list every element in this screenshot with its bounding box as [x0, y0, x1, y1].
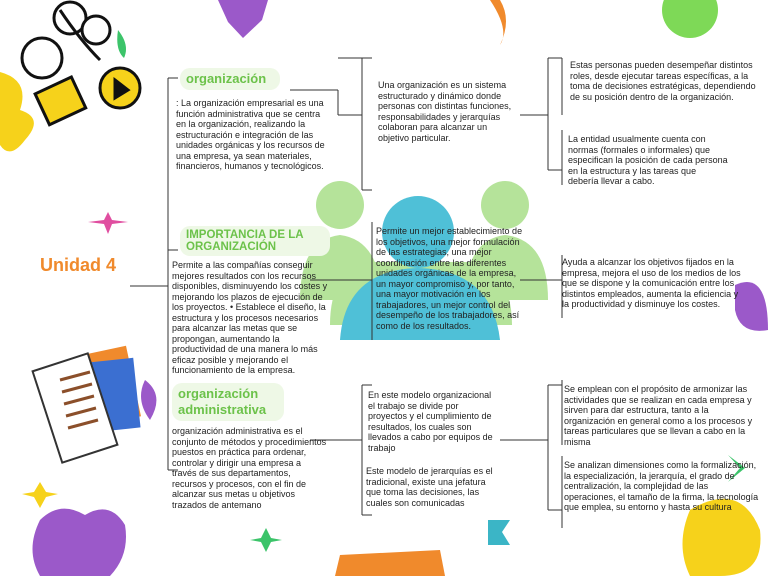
- branch-title-organizacion: organización: [186, 71, 267, 86]
- orange-boomerang: [490, 0, 506, 45]
- teal-flag-bottom: [488, 520, 510, 545]
- branch-description-3: organización administrativa es el conjunto de métodos y procedimientos puestos en práctica para ordenar, controlar y dirigir una empresa a través de sus departamentos, recursos y procesos, con el fin de alcanzar sus metas u objetivos trazados de antemano: [172, 426, 327, 510]
- green-leaf-shape: [117, 30, 126, 58]
- branch-right-note-1b: La entidad usualmente cuenta con normas (formales o informales) que especifican la posición de cada persona en la estructura y las tareas que debería llevar a cabo.: [568, 134, 728, 186]
- branch-mid-note-3a: En este modelo organizacional el trabajo se divide por proyectos y el cumplimiento de resultados, los cuales son llevados a cabo por equipos de trabajo: [368, 390, 493, 453]
- green-star-bottom: [250, 528, 282, 552]
- orange-bar-bottom: [335, 550, 445, 576]
- documents-illustration: [33, 346, 141, 463]
- branch-mid-note-3b: Este modelo de jerarquías es el tradicional, existe una jefatura que toma las decisiones, las cuales son comunicadas: [366, 466, 493, 508]
- branch-mid-note-2: Permite un mejor establecimiento de los objetivos, una mejor formulación de las estrategias, una mejor coordinación entre las diferentes unidades orgánicas de la empresa, un mayor compromiso y, por tanto, una mayor motivación en los trabajadores, un mejor control del desempeño de los trabajadores, así como de los resultados.: [376, 226, 523, 331]
- branch-title-importancia: IMPORTANCIA DE LA ORGANIZACIÓN: [186, 229, 304, 253]
- yellow-star-bottom-left: [22, 482, 58, 508]
- branch-right-note-2: Ayuda a alcanzar los objetivos fijados en la empresa, mejora el uso de los medios de los que se dispone y la comunicación entre los distintos empleados, aumenta la eficiencia y la productividad y disminuye los costes.: [562, 257, 741, 309]
- music-notes-illustration: [22, 2, 140, 125]
- purple-flower-bottom-left: [33, 509, 127, 576]
- purple-star-top: [218, 0, 268, 38]
- branch-description-1: : La organización empresarial es una función administrativa que se centra en la organización, realizando la estructuración e integración de las unidades orgánicas y los recursos de una empresa, ya sean materiales, financieros, humanos y tecnológicos.: [176, 98, 325, 171]
- central-topic-title: Unidad 4: [40, 255, 117, 275]
- purple-petal-left: [141, 380, 156, 420]
- branch-mid-note-1: Una organización es un sistema estructurado y dinámico donde personas con distintas funciones, responsabilidades y jerarquías colaboran para alcanzar un objetivo particular.: [378, 80, 512, 143]
- branch-title-organizacion-administrativa: organización administrativa: [178, 386, 267, 417]
- branch-description-2: Permite a las compañías conseguir mejores resultados con los recursos disponibles, disminuyendo los costes y mejorando los plazos de ejecución de los proyectos. • Establece el diseño, la estructura y los procesos necesarios para alcanzar las metas que se propongan, aumentando la productividad de una manera lo más eficaz posible y mejorando el funcionamiento de la empresa.: [172, 260, 328, 375]
- branch-right-note-3a: Se emplean con el propósito de armonizar las actividades que se realizan en cada empresa y sirven para dar estructura, tanto a la organización en general como a los procesos y tareas particulares que se llevan a cabo en la misma: [564, 384, 753, 447]
- green-blob-top-right: [662, 0, 718, 38]
- yellow-flower-left: [0, 72, 34, 151]
- branch-right-note-3b: Se analizan dimensiones como la formalización, la especialización, la jerarquía, el grado de centralización, la complejidad de las operaciones, el tamaño de la firma, la tecnología que emplea, su entorno y hasta su cultura: [564, 460, 759, 512]
- pink-sparkle: [88, 212, 128, 234]
- branch-right-note-1a: Estas personas pueden desempeñar distintos roles, desde ejecutar tareas específicas, a la toma de decisiones estratégicas, dependiendo de su posición dentro de la organización.: [570, 60, 756, 102]
